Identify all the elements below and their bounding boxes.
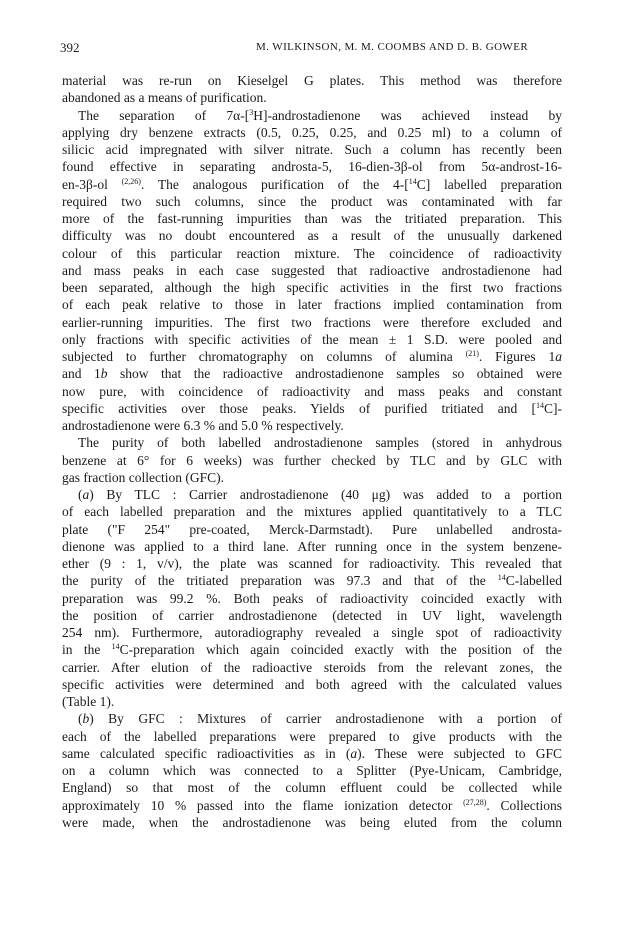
text-span: now pure, with coincidence of radioactivity and mass peaks and constant: [62, 383, 562, 399]
text-line: [62, 607, 562, 624]
text-line: [62, 503, 562, 520]
text-line: [62, 331, 562, 348]
italic-text: a: [350, 745, 358, 761]
text-line: [62, 400, 562, 417]
page-number: 392: [60, 40, 80, 55]
text-span: dienone was applied to a third lane. After running once in the system benzene-: [62, 538, 562, 554]
text-line: [62, 538, 562, 555]
text-line: [62, 676, 562, 693]
text-line: [62, 486, 562, 503]
text-line: [62, 779, 562, 796]
text-line: [62, 572, 562, 589]
text-span: . Collections: [486, 797, 562, 813]
text-span: ) By TLC : Carrier androstadienone (40 μg) was added to a portion: [89, 487, 562, 502]
text-line: [62, 434, 562, 451]
text-span: The separation of 7α-[: [78, 107, 250, 123]
text-line: [62, 262, 562, 279]
superscript: (21): [465, 349, 479, 358]
text-span: 254 nm). Furthermore, autoradiography revealed a single spot of radioactivity: [62, 625, 562, 640]
text-span: earlier-running impurities. The first two fractions were therefore excluded and: [62, 314, 562, 330]
italic-text: a: [82, 487, 90, 502]
text-span: approximately 10 % passed into the flame ionization detector: [62, 797, 464, 813]
text-span: on a column which was connected to a Splitter (Pye-Unicam, Cambridge,: [62, 763, 562, 778]
text-span: plate ("F 254" pre-coated, Merck-Darmstadt). Pure unlabelled androsta-: [62, 521, 562, 537]
superscript: (2,26): [121, 176, 141, 186]
text-span: gas fraction collection (GFC).: [62, 469, 224, 485]
text-line: [62, 245, 562, 262]
text-span: C] labelled preparation: [416, 176, 562, 192]
body-text: [62, 72, 562, 831]
superscript: 14: [497, 573, 506, 583]
text-span: (: [78, 487, 83, 502]
text-line: [62, 193, 562, 210]
text-line: [62, 158, 562, 175]
text-span: difficulty was no doubt encountered as a result of the unusually darkened: [62, 228, 562, 244]
text-span: specific activities were determined and both agreed with the calculated values: [62, 676, 562, 692]
text-line: [62, 693, 562, 710]
text-span: H]-androstadienone was achieved instead by: [253, 107, 562, 123]
text-span: C-preparation which again coincided exactly with the position of the: [119, 642, 562, 658]
text-span: required two such columns, since the product was contaminated with far: [62, 193, 562, 209]
text-span: the position of carrier androstadienone (detected in UV light, wavelength: [62, 607, 562, 623]
text-span: abandoned as a means of purification.: [62, 90, 267, 106]
italic-text: b: [82, 711, 90, 727]
text-line: [62, 710, 562, 727]
italic-text: a: [555, 349, 562, 364]
text-line: [62, 590, 562, 607]
text-line: [62, 296, 562, 313]
text-span: applying dry benzene extracts (0.5, 0.25, 0.25, and 0.25 ml) to a column of: [62, 124, 562, 140]
text-span: C-labelled: [505, 573, 562, 589]
text-span: and mass peaks in each case suggested that radioactive androstadienone had: [62, 262, 562, 278]
text-line: [62, 176, 562, 193]
text-span: (: [78, 711, 83, 727]
superscript: 14: [111, 642, 120, 652]
text-line: [62, 279, 562, 296]
text-span: each of the labelled preparations were prepared to give products with the: [62, 728, 562, 744]
text-line: [62, 365, 562, 382]
text-line: [62, 624, 562, 641]
text-span: benzene at 6° for 6 weeks) was further checked by TLC and by GLC with: [62, 452, 562, 468]
text-span: . The analogous purification of the 4-[: [140, 176, 409, 192]
text-span: subjected to further chromatography on columns of alumina: [62, 349, 466, 364]
text-span: same calculated specific radioactivities as in (: [62, 745, 351, 761]
text-line: [62, 141, 562, 158]
text-line: [62, 107, 562, 124]
text-line: [62, 72, 562, 89]
text-span: C]-: [544, 400, 562, 416]
text-span: en-3β-ol: [62, 176, 122, 192]
text-span: of each labelled preparation and the mixtures applied quantitatively to a TLC: [62, 504, 562, 520]
text-span: been separated, although the high specific activities in the first two fractions: [62, 280, 562, 295]
text-span: were made, when the androstadienone was being eluted from the column: [62, 814, 562, 830]
text-span: . Figures 1: [478, 349, 556, 364]
text-span: colour of this particular reaction mixture. The coincidence of radioactivity: [62, 245, 562, 261]
italic-text: b: [100, 366, 108, 382]
text-line: [62, 417, 562, 434]
text-span: specific activities over those peaks. Yields of purified tritiated and [: [62, 400, 536, 416]
text-line: [62, 797, 562, 814]
text-span: The purity of both labelled androstadienone samples (stored in anhydrous: [78, 435, 562, 451]
superscript: 14: [536, 400, 544, 410]
text-line: [62, 762, 562, 779]
text-line: [62, 469, 562, 486]
text-line: [62, 227, 562, 244]
text-span: ). These were subjected to GFC: [357, 745, 563, 761]
text-line: [62, 383, 562, 400]
text-line: [62, 641, 562, 658]
text-line: [62, 210, 562, 227]
text-span: silicic acid impregnated with silver nitrate. Such a column has recently been: [62, 142, 562, 157]
text-span: androstadienone were 6.3 % and 5.0 % respectively.: [62, 418, 344, 433]
text-line: [62, 124, 562, 141]
text-span: the purity of the tritiated preparation was 97.3 and that of the: [62, 573, 498, 589]
text-span: England) so that most of the column effluent could be collected while: [62, 780, 562, 796]
text-span: in the: [62, 642, 112, 658]
text-line: [62, 521, 562, 538]
text-span: only fractions with specific activities of the mean ± 1 S.D. were pooled and: [62, 331, 562, 347]
text-span: carrier. After elution of the radioactive steroids from the relevant zones, the: [62, 659, 562, 675]
text-span: preparation was 99.2 %. Both peaks of radioactivity coincided exactly with: [62, 590, 562, 606]
text-span: (Table 1).: [62, 694, 115, 709]
text-line: [62, 745, 562, 762]
text-line: [62, 452, 562, 469]
text-line: [62, 314, 562, 331]
text-line: [62, 659, 562, 676]
text-span: material was re-run on Kieselgel G plates. This method was therefore: [62, 73, 562, 88]
text-line: [62, 814, 562, 831]
superscript: 14: [408, 176, 417, 186]
text-line: [62, 555, 562, 572]
text-span: ether (9 : 1, v/v), the plate was scanned for radioactivity. This revealed that: [62, 556, 562, 571]
text-line: [62, 348, 562, 365]
text-span: show that the radioactive androstadienone samples so obtained were: [107, 366, 562, 382]
text-span: and 1: [62, 366, 101, 382]
text-span: ) By GFC : Mixtures of carrier androstadienone with a portion of: [89, 711, 562, 727]
text-span: more of the fast-running impurities than was the tritiated preparation. This: [62, 211, 562, 226]
running-head: M. WILKINSON, M. M. COOMBS AND D. B. GOWER: [256, 41, 529, 53]
superscript: (27,28): [463, 797, 487, 807]
superscript: 3: [249, 107, 254, 117]
page-header: [60, 40, 570, 60]
text-line: [62, 728, 562, 745]
text-span: of each peak relative to those in later fractions implied contamination from: [62, 297, 562, 313]
text-span: found effective in separating androsta-5, 16-dien-3β-ol from 5α-androst-16-: [62, 159, 562, 175]
text-line: [62, 89, 562, 106]
